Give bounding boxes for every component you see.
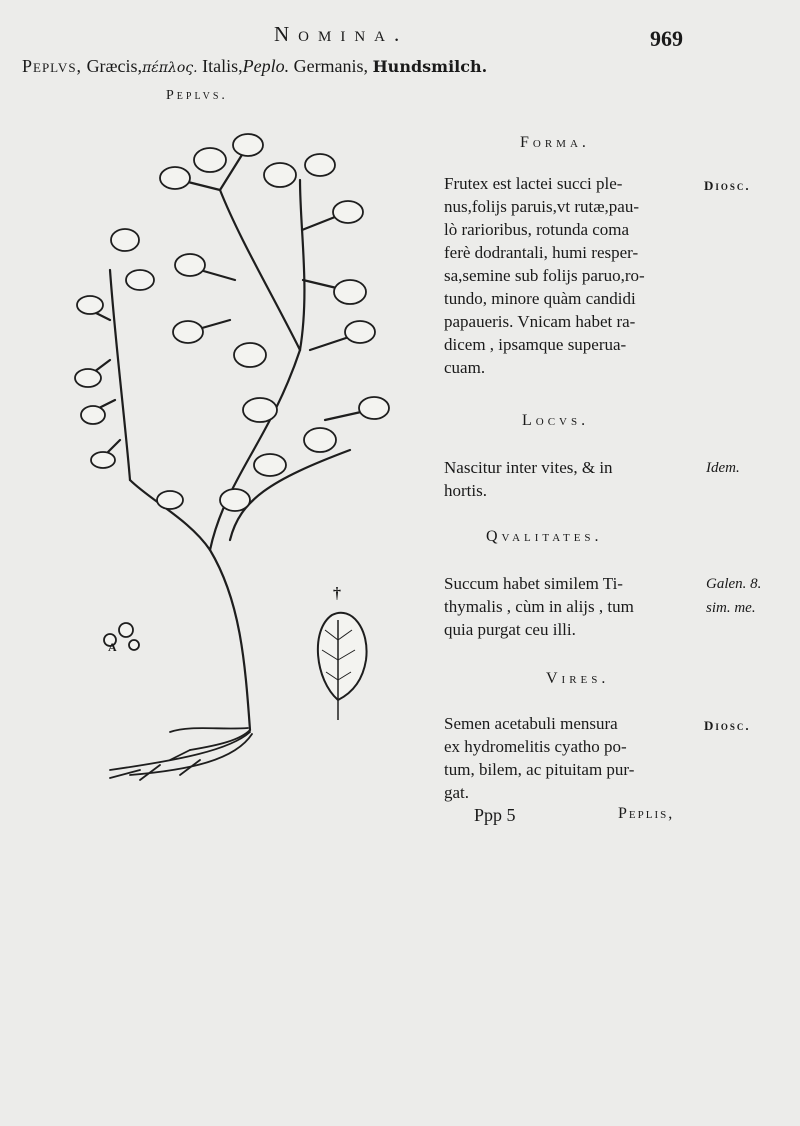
text-vires: Semen acetabuli mensura ex hydromelitis cyatho po- tum, bilem, ac pituitam pur- gat.	[444, 714, 635, 802]
single-leaf-detail	[318, 613, 367, 720]
illustration-caption: Peplvs.	[166, 88, 228, 103]
seed-label: A	[108, 640, 117, 654]
name-german: Hundsmilch.	[372, 57, 488, 76]
name-greek: πέπλος.	[142, 60, 198, 76]
text-forma: Frutex est lactei succi ple- nus,folijs paruis,vt rutæ,pau- lò rarioribus, rotunda coma ferè dodrantali, humi resper- sa,semine sub folijs paruo,ro- tundo, minore quàm candidi papaueris. Vnicam habet ra- dicem , ipsamque superua- cuam.	[444, 174, 645, 377]
margin-note-qualitates-2: sim. me.	[706, 600, 756, 616]
label-italis: Italis,	[202, 56, 243, 76]
text-locus: Nascitur inter vites, & in hortis.	[444, 458, 613, 500]
margin-note-qualitates-1: Galen. 8.	[706, 576, 762, 592]
running-head: Nomina.	[274, 22, 409, 46]
page-number: 969	[650, 26, 683, 51]
plant-woodcut-illustration	[70, 120, 450, 800]
signature-mark: Ppp 5	[474, 805, 516, 825]
heading-vires: Vires.	[546, 670, 610, 687]
text-qualitates: Succum habet similem Ti- thymalis , cùm in alijs , tum quia purgat ceu illi.	[444, 574, 634, 639]
name-italian: Peplo.	[242, 56, 290, 76]
heading-qualitates: Qvalitates.	[486, 528, 603, 545]
margin-note-forma: Diosc.	[704, 178, 751, 193]
catchword: Peplis,	[618, 805, 675, 822]
heading-locus: Locvs.	[522, 412, 590, 429]
margin-note-vires: Diosc.	[704, 718, 751, 733]
margin-note-locus: Idem.	[706, 460, 740, 476]
plant-names-line	[22, 56, 487, 77]
heading-forma: Forma.	[520, 134, 590, 151]
leaf-marker: †	[333, 585, 341, 602]
label-graecis: Græcis,	[86, 56, 143, 76]
label-germanis: Germanis,	[293, 56, 369, 76]
name-peplus: Peplvs,	[22, 56, 83, 76]
